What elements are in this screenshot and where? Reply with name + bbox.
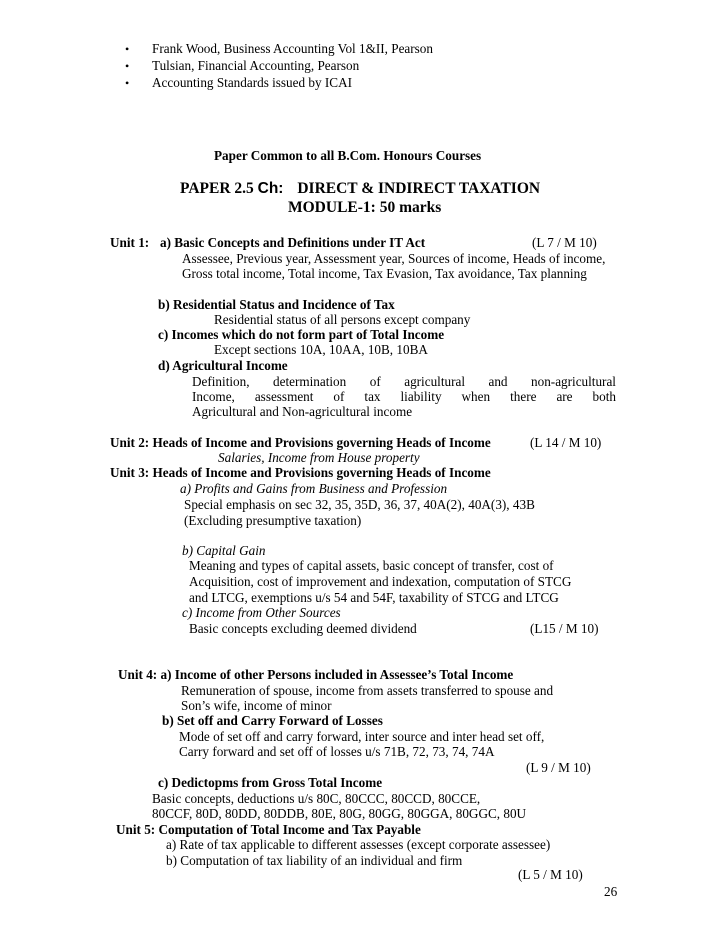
unit5-marks: (L 5 / M 10) [518, 867, 583, 882]
unit3-a-line: Special emphasis on sec 32, 35, 35D, 36, 37, 40A(2), 40A(3), 43B [184, 497, 535, 512]
paper-title [180, 180, 540, 198]
unit1-a-line: Assessee, Previous year, Assessment year, Sources of income, Heads of income, [182, 251, 606, 266]
page-number: 26 [604, 884, 618, 899]
unit4-a-line: Son’s wife, income of minor [181, 698, 332, 713]
unit3-b-line: and LTCG, exemptions u/s 54 and 54F, taxability of STCG and LTCG [189, 590, 559, 605]
reference-item: Frank Wood, Business Accounting Vol 1&II, Pearson [152, 41, 433, 56]
unit4-b-marks: (L 9 / M 10) [526, 760, 591, 775]
unit3-b-line: Meaning and types of capital assets, basic concept of transfer, cost of [189, 558, 554, 573]
unit5-title: Unit 5: Computation of Total Income and Tax Payable [116, 822, 421, 837]
unit2-line: Salaries, Income from House property [218, 450, 420, 465]
reference-item: Accounting Standards issued by ICAI [152, 75, 352, 90]
unit3-b-title: b) Capital Gain [182, 543, 266, 558]
unit1-d-title: d) Agricultural Income [158, 358, 288, 373]
unit1-b-title: b) Residential Status and Incidence of Tax [158, 297, 395, 312]
unit1-d-line: Agricultural and Non-agricultural income [192, 404, 413, 419]
unit2-title: Unit 2: Heads of Income and Provisions governing Heads of Income [110, 435, 491, 450]
bullet-icon: • [125, 59, 130, 73]
unit1-a-title: a) Basic Concepts and Definitions under IT Act [160, 235, 426, 250]
unit4-a-line: Remuneration of spouse, income from assets transferred to spouse and [181, 683, 554, 698]
unit1-a-line: Gross total income, Total income, Tax Evasion, Tax avoidance, Tax planning [182, 266, 587, 281]
unit4-c-line: 80CCF, 80D, 80DD, 80DDB, 80E, 80G, 80GG, 80GGA, 80GGC, 80U [152, 806, 527, 821]
unit5-item-a: a) Rate of tax applicable to different assesses (except corporate assessee) [166, 837, 551, 852]
unit4-b-title: b) Set off and Carry Forward of Losses [162, 713, 383, 728]
unit3-title: Unit 3: Heads of Income and Provisions governing Heads of Income [110, 465, 491, 480]
unit1-c-line: Except sections 10A, 10AA, 10B, 10BA [214, 342, 428, 357]
unit4-b-line: Carry forward and set off of losses u/s 71B, 72, 73, 74, 74A [179, 744, 495, 759]
unit4-c-title: c) Dedictopms from Gross Total Income [158, 775, 383, 790]
unit4-c-line: Basic concepts, deductions u/s 80C, 80CCC, 80CCD, 80CCE, [152, 791, 481, 806]
unit1-a-marks: (L 7 / M 10) [532, 235, 597, 250]
unit1-b-line: Residential status of all persons except company [214, 312, 471, 327]
unit4-b-line: Mode of set off and carry forward, inter source and inter head set off, [179, 729, 545, 744]
unit1-c-title: c) Incomes which do not form part of Total Income [158, 327, 445, 342]
unit5-item-b: b) Computation of tax liability of an individual and firm [166, 853, 463, 868]
common-paper-heading: Paper Common to all B.Com. Honours Courses [214, 148, 482, 163]
unit3-b-line: Acquisition, cost of improvement and indexation, computation of STCG [189, 574, 572, 589]
reference-item: Tulsian, Financial Accounting, Pearson [152, 58, 360, 73]
unit3-c-title: c) Income from Other Sources [182, 605, 341, 620]
bullet-icon: • [125, 42, 130, 56]
unit1-d-line: Definition, determination of agricultural and non-agricultural [192, 374, 616, 389]
unit3-c-line: Basic concepts excluding deemed dividend [189, 621, 417, 636]
unit3-a-title: a) Profits and Gains from Business and Profession [180, 481, 448, 496]
unit1-label: Unit 1: [110, 235, 150, 250]
bullet-icon: • [125, 76, 130, 90]
paper-subject: DIRECT & INDIRECT TAXATION [297, 180, 541, 197]
unit3-marks: (L15 / M 10) [530, 621, 599, 636]
module-heading: MODULE-1: 50 marks [288, 199, 442, 216]
paper-prefix: PAPER 2.5 [180, 180, 254, 197]
unit1-d-line: Income, assessment of tax liability when there are both [192, 389, 616, 404]
paper-code: Ch: [257, 180, 284, 197]
unit4-title: Unit 4: a) Income of other Persons included in Assessee’s Total Income [118, 667, 514, 682]
unit2-marks: (L 14 / M 10) [530, 435, 602, 450]
unit3-a-line: (Excluding presumptive taxation) [184, 513, 362, 528]
